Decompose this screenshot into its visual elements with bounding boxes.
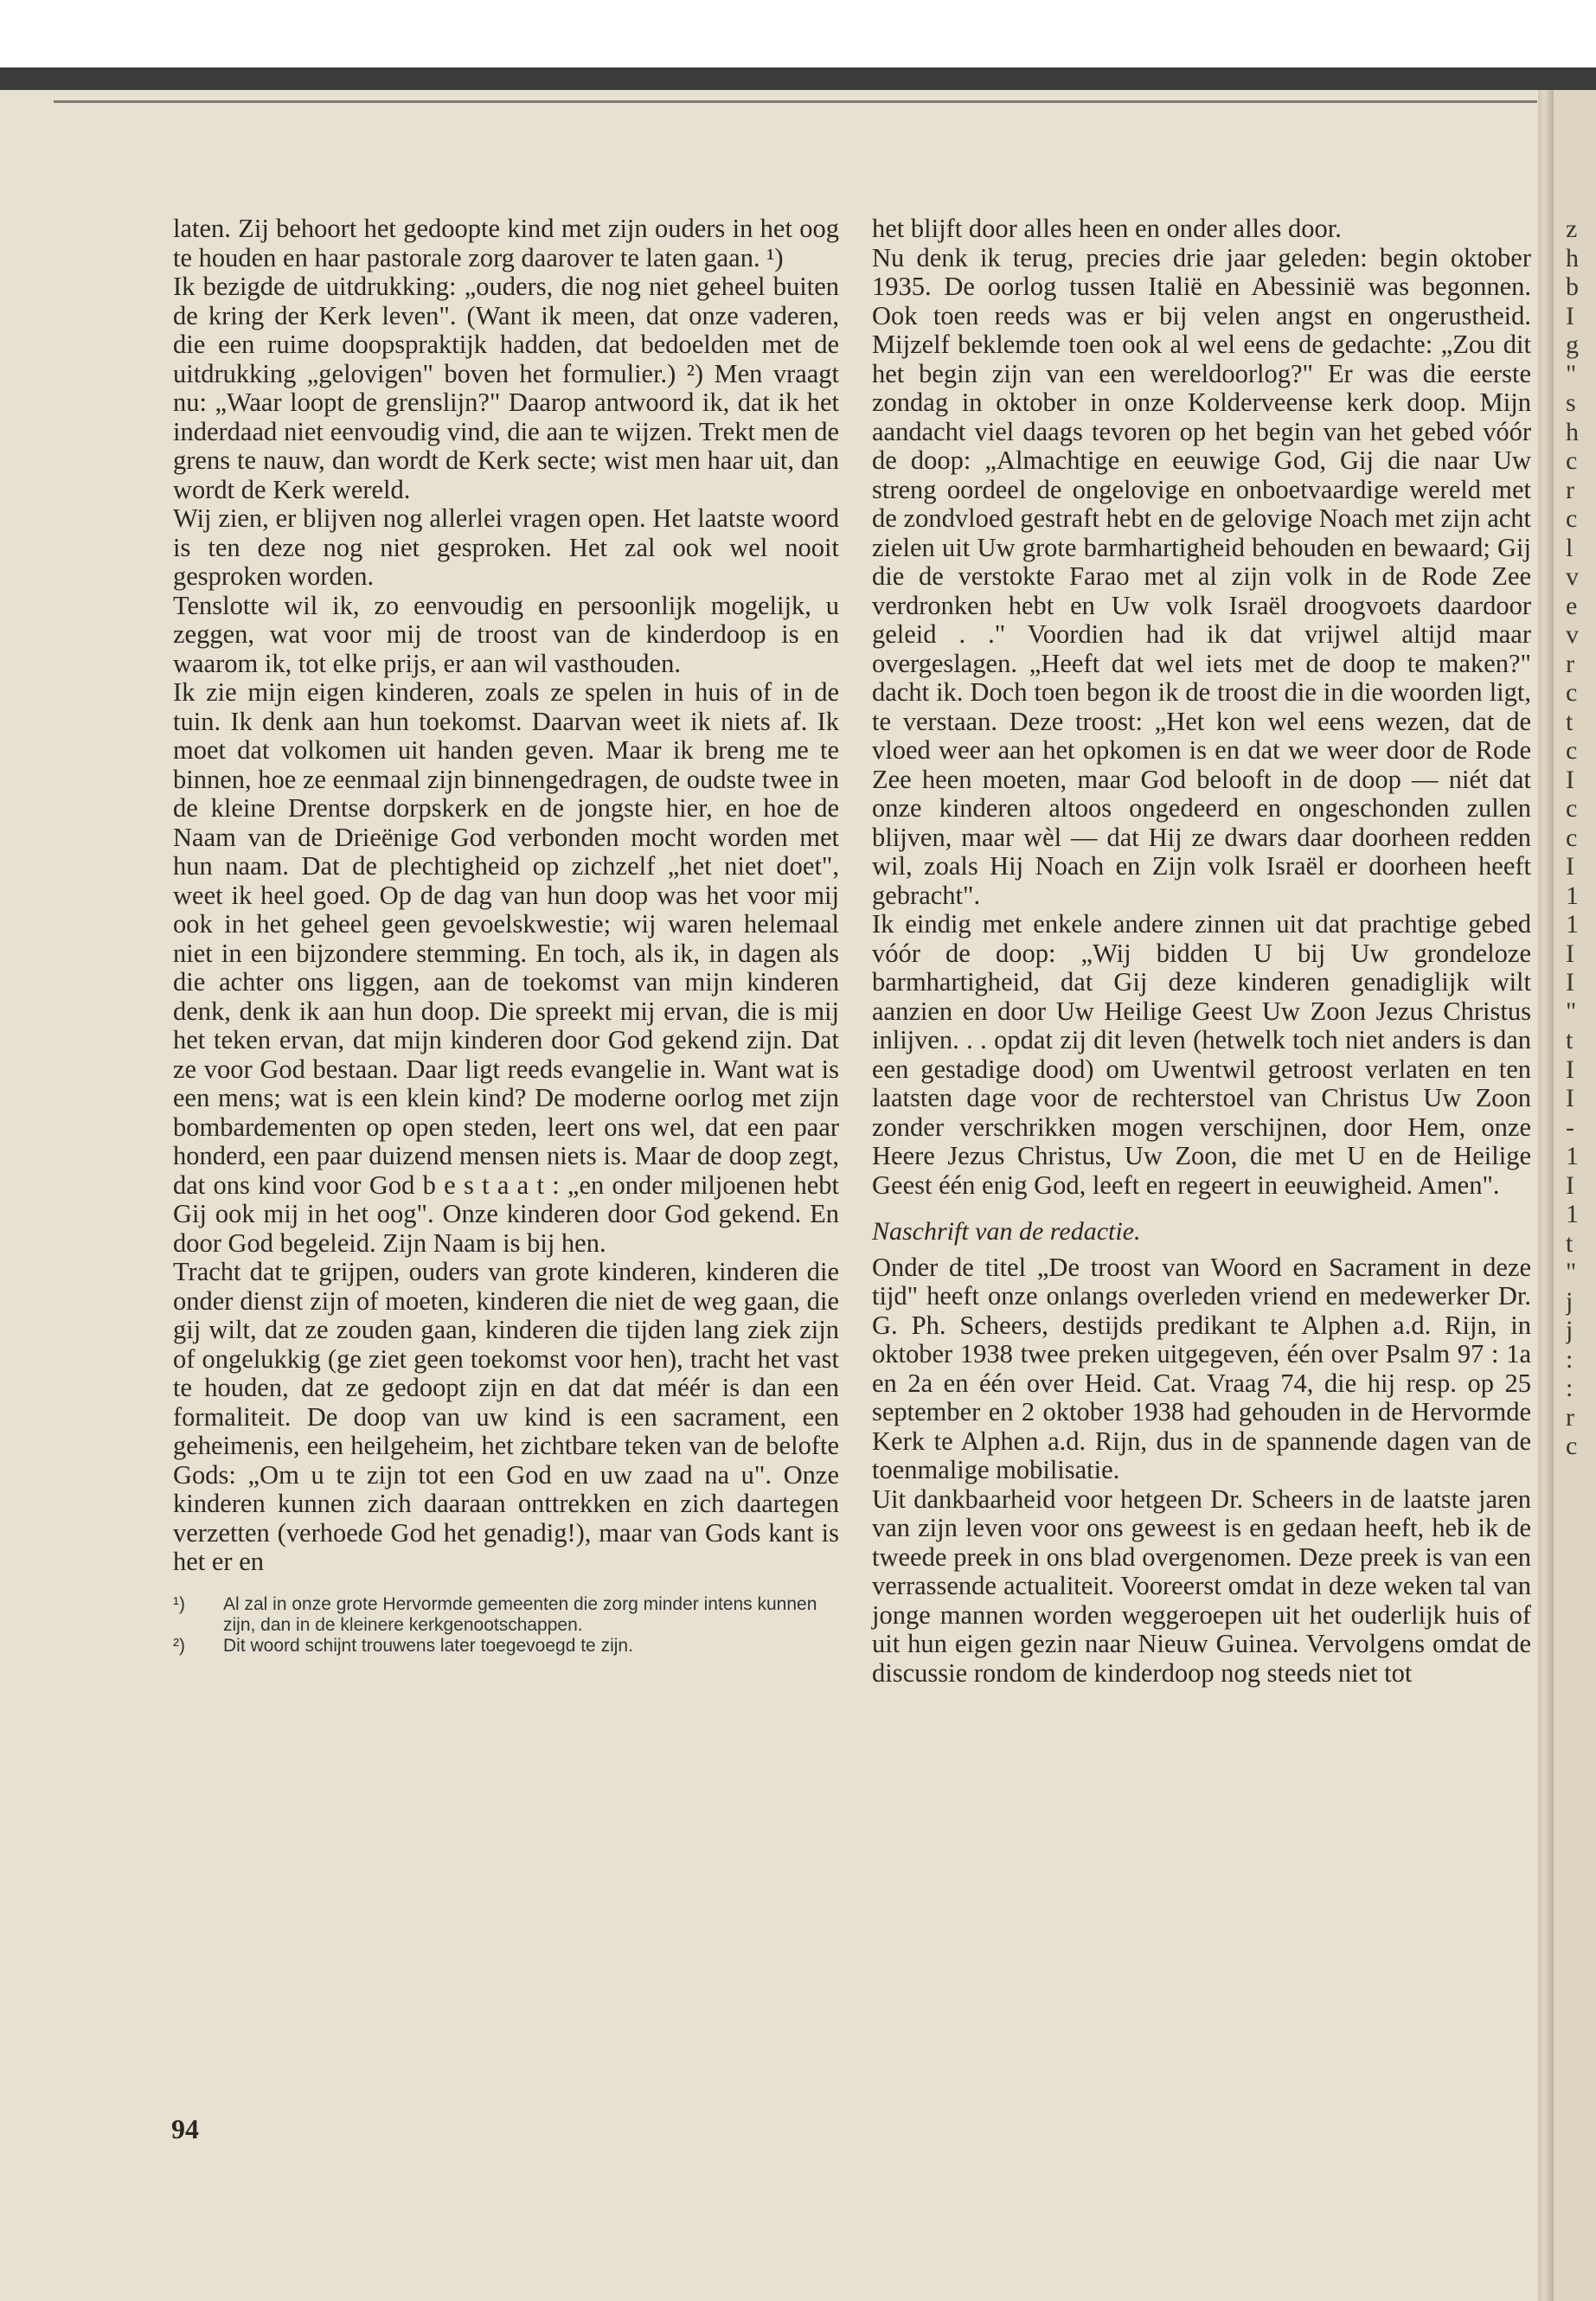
paragraph: Ik zie mijn eigen kinderen, zoals ze spelen in huis of in de tuin. Ik denk aan hun toekomst. Daarvan weet ik niets af. Ik moet dat volkomen uit handen geven. Maar ik breng me te binnen, hoe ze eenmaal zijn binnengedragen, de oudste twee in de kleine Drentse dorpskerk en de jongste hier, en hoe de Naam van de Drieënige God verbonden mocht worden met hun naam. Dat de plechtigheid op zichzelf „het niet doet", weet ik heel goed. Op de dag van hun doop was het voor mij ook in het geheel geen gevoelskwestie; wij waren helemaal niet in een bijzondere stemming. En toch, als ik, in dagen als die achter ons liggen, aan de toekomst van mijn kinderen denk, denk ik aan hun doop. Die spreekt mij ervan, die is mij het teken ervan, dat mijn kinderen door God gekend zijn. Dat ze voor God bestaan. Daar ligt reeds evangelie in. Want wat is een mens; wat is een klein kind? De moderne oorlog met zijn bombardementen op open steden, leert ons wel, dat een paar honderd, een paar duizend mensen niets is. Maar de doop zegt, dat ons kind voor God b e s t a a t : „en onder miljoenen hebt Gij ook mij in het oog". Onze kinderen door God gekend. En door God begeleid. Zijn Naam is bij hen. xyxy=(173,677,839,1258)
footnote-number: ¹) xyxy=(173,1593,185,1614)
paragraph: laten. Zij behoort het gedoopte kind met zijn ouders in het oog te houden en haar pastorale zorg daarover te laten gaan. ¹) xyxy=(173,214,839,272)
paragraph: Nu denk ik terug, precies drie jaar geleden: begin oktober 1935. De oorlog tussen Italië en Abessinië was begonnen. Ook toen reeds was er bij velen angst en ongerustheid. Mijzelf beklemde toen ook al wel eens de gedachte: „Zou dit het begin zijn van een wereldoorlog?" Er was die eerste zondag in oktober in onze Kolderveense kerk doop. Mijn aandacht viel daags tevoren op het begin van het gebed vóór de doop: „Almachtige en eeuwige God, Gij die naar Uw streng oordeel de ongelovige en onboetvaardige wereld met de zondvloed gestraft hebt en de gelovige Noach met zijn acht zielen uit Uw grote barmhartigheid behouden en bewaard; Gij die de verstokte Farao met al zijn volk in de Rode Zee verdronken hebt en Uw volk Israël droogvoets daardoor geleid . ." Voordien had ik dat vrijwel altijd maar overgeslagen. „Heeft dat wel iets met de doop te maken?" dacht ik. Doch toen begon ik de troost die in die woorden ligt, te verstaan. Deze troost: „Het kon wel eens wezen, dat de vloed weer aan het opkomen is en dat we weer door de Rode Zee heen moeten, maar God belooft in de doop — niét dat onze kinderen altoos ongedeerd en ongeschonden zullen blijven, maar wèl — dat Hij ze dwars daar doorheen redden wil, zoals Hij Noach en Zijn volk Israël er doorheen heeft gebracht". xyxy=(872,242,1531,910)
paragraph: Onder de titel „De troost van Woord en Sacrament in deze tijd" heeft onze onlangs overleden vriend en medewerker Dr. G. Ph. Scheers, destijds predikant te Alphen a.d. Rijn, in oktober 1938 twee preken uitgegeven, één over Psalm 97 : 1a en 2a en één over Heid. Cat. Vraag 74, die hij resp. op 25 september en 2 oktober 1938 had gehouden in de Hervormde Kerk te Alphen a.d. Rijn, dus in de spannende dagen van de toenmalige mobilisatie. xyxy=(872,1252,1531,1484)
paragraph: Uit dankbaarheid voor hetgeen Dr. Scheers in de laatste jaren van zijn leven voor ons geweest is en gedaan heeft, heb ik de tweede preek in ons blad overgenomen. Deze preek is van een verrassende actualiteit. Vooreerst omdat in deze weken tal van jonge mannen worden weggeroepen uit het ouderlijk huis of uit hun eigen gezin naar Nieuw Guinea. Vervolgens omdat de discussie rondom de kinderdoop nog steeds niet tot xyxy=(872,1484,1531,1688)
paragraph: Ik eindig met enkele andere zinnen uit dat prachtige gebed vóór de doop: „Wij bidden U bij Uw grondeloze barmhartigheid, dat Gij deze kinderen genadiglijk wilt aanzien en door Uw Heilige Geest Uw Zoon Jezus Christus inlijven. . . opdat zij dit leven (hetwelk toch niet anders is dan een gestadige dood) om Uwentwil getroost verlaten en ten laatsten dage voor de rechterstoel van Christus Uw Zoon zonder verschrikken mogen verschijnen, door Hem, onze Heere Jezus Christus, Uw Zoon, die met U en de Heilige Geest één enig God, leeft en regeert in eeuwigheid. Amen". xyxy=(872,909,1531,1200)
next-page-letters: z h b I g " s h c r c l v e v r c t c I c c I 1 1 I I " t I I - 1 I 1 t " j j : : r c xyxy=(1566,215,1579,1460)
right-column xyxy=(872,215,1531,1688)
footnote xyxy=(173,1594,839,1636)
footnotes xyxy=(173,1594,839,1657)
page-number: 94 xyxy=(171,2113,199,2144)
editorial-heading: Naschrift van de redactie. xyxy=(872,1217,1141,1246)
footnote-number: ²) xyxy=(173,1635,185,1656)
paragraph: Ik bezigde de uitdrukking: „ouders, die nog niet geheel buiten de kring der Kerk leven". (Want ik meen, dat onze vaderen, die een ruime doopspraktijk hadden, dat bedoelden met de uitdrukking „gelovigen" boven het formulier.) ²) Men vraagt nu: „Waar loopt de grenslijn?" Daarop antwoord ik, dat ik het inderdaad niet eenvoudig vind, die aan te wijzen. Trekt men de grens te nauw, dan wordt de Kerk secte; wist men haar uit, dan wordt de Kerk wereld. xyxy=(173,272,839,504)
header-rule xyxy=(54,100,1537,103)
paragraph: Wij zien, er blijven nog allerlei vragen open. Het laatste woord is ten deze nog niet gesproken. Het zal ook wel nooit gesproken worden. xyxy=(173,503,839,591)
left-column xyxy=(173,215,839,1657)
footnote xyxy=(173,1636,839,1657)
footnote-text: Dit woord schijnt trouwens later toegevoegd te zijn. xyxy=(223,1635,633,1656)
scan-top-shadow xyxy=(0,67,1596,90)
paragraph: Tenslotte wil ik, zo eenvoudig en persoonlijk mogelijk, u zeggen, wat voor mij de troost van de kinderdoop is en waarom ik, tot elke prijs, er aan wil vasthouden. xyxy=(173,590,839,678)
footnote-text: Al zal in onze grote Hervormde gemeenten die zorg minder intens kunnen zijn, dan in de kleinere kerkgenootschappen. xyxy=(223,1593,817,1635)
paragraph: het blijft door alles heen en onder alles door. xyxy=(872,214,1342,243)
page-binding xyxy=(1538,90,1554,2301)
paragraph: Tracht dat te grijpen, ouders van grote kinderen, kinderen die onder dienst zijn of moeten, kinderen die niet de weg gaan, die gij wilt, dat ze zouden gaan, kinderen die tijden lang ziek zijn of ongelukkig (ge ziet geen toekomst voor hen), tracht het vast te houden, dat ze gedoopt zijn en dat dat méér is dan een formaliteit. De doop van uw kind is een sacrament, een geheimenis, een heilgeheim, het zichtbare teken van de belofte Gods: „Om u te zijn tot een God en uw zaad na u". Onze kinderen kunnen zich daaraan onttrekken en zich daartegen verzetten (verhoede God het genadig!), maar van Gods kant is het er en xyxy=(173,1257,839,1576)
